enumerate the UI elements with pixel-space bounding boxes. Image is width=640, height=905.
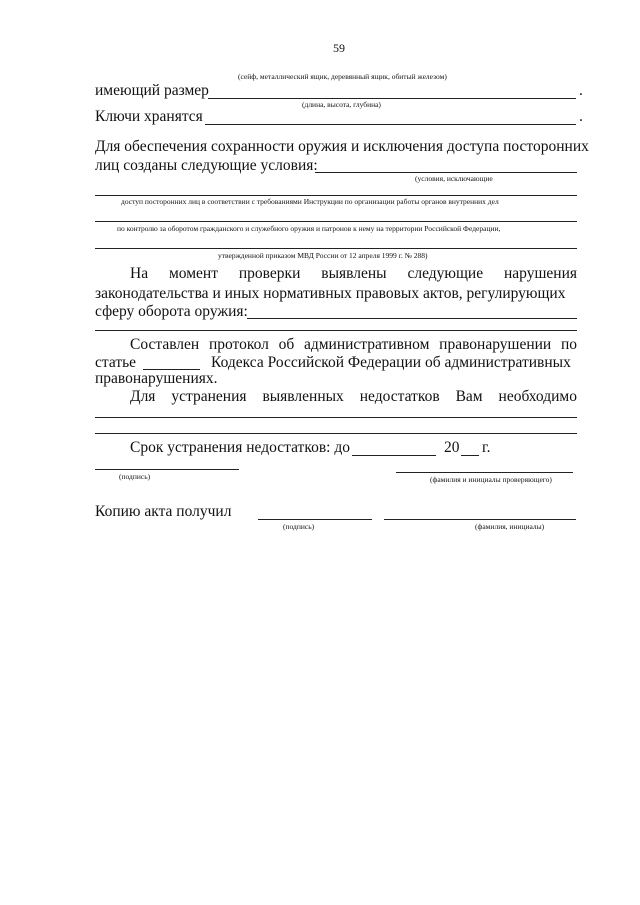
remedy-word: необходимо	[498, 388, 577, 405]
violations-word: нарушения	[503, 265, 577, 282]
conditions-caption: (условия, исключающие	[415, 174, 493, 183]
conditions-field[interactable]	[315, 172, 577, 173]
caption-access: доступ посторонних лиц в соответствии с требованиями Инструкции по организации работы органов внутренних дел	[121, 197, 499, 206]
recipient-name-field[interactable]	[384, 519, 576, 520]
conditions-field-4[interactable]	[95, 248, 577, 249]
protocol-article-label: статье	[95, 354, 137, 371]
protocol-word: Составлен	[130, 336, 200, 353]
protocol-word: протокол	[208, 336, 269, 353]
page-number: 59	[333, 41, 345, 55]
protocol-word: по	[560, 336, 577, 353]
signature-field[interactable]	[95, 469, 239, 470]
keys-label: Ключи хранятся	[95, 108, 203, 125]
violations-line-3: сферу оборота оружия:	[95, 303, 248, 320]
violations-word: следующие	[407, 265, 484, 282]
violations-line-1	[130, 266, 577, 282]
size-field[interactable]	[208, 98, 576, 99]
remedy-field-2[interactable]	[95, 433, 577, 434]
violations-word: проверки	[238, 265, 301, 282]
recipient-signature-caption: (подпись)	[283, 522, 315, 531]
deadline-year-field[interactable]	[461, 455, 479, 456]
remedy-word: Для	[130, 388, 156, 405]
recipient-signature-field[interactable]	[258, 519, 372, 520]
deadline-year-suffix: г.	[482, 439, 491, 456]
conditions-line-1: Для обеспечения сохранности оружия и исключения доступа посторонних	[95, 138, 589, 155]
deadline-year-prefix: 20	[444, 439, 460, 456]
violations-word: момент	[168, 265, 218, 282]
deadline-date-field[interactable]	[352, 455, 436, 456]
protocol-line-3: правонарушениях.	[95, 370, 218, 387]
protocol-word: об	[278, 336, 295, 353]
caption-order: утвержденной приказом МВД России от 12 апреля 1999 г. № 288)	[218, 251, 428, 260]
protocol-code: Кодекса Российской Федерации об административных	[211, 354, 571, 371]
protocol-line-1	[130, 337, 577, 353]
remedy-field[interactable]	[95, 417, 577, 418]
keys-end: .	[579, 108, 583, 125]
storage-types-caption: (сейф, металлический ящик, деревянный ящик, обитый железом)	[238, 72, 447, 81]
remedy-line-1	[130, 389, 577, 405]
size-end: .	[579, 82, 583, 99]
conditions-line-2: лиц созданы следующие условия:	[95, 157, 318, 174]
violations-field[interactable]	[247, 318, 577, 319]
size-caption: (длина, высота, глубина)	[302, 100, 381, 109]
protocol-word: административном	[303, 336, 430, 353]
inspector-name-field[interactable]	[396, 472, 573, 473]
deadline-label: Срок устранения недостатков: до	[130, 439, 350, 456]
remedy-word: Вам	[455, 388, 483, 405]
signature-caption: (подпись)	[119, 472, 151, 481]
copy-received-label: Копию акта получил	[95, 503, 232, 520]
violations-word: На	[130, 265, 149, 282]
conditions-field-2[interactable]	[95, 195, 577, 196]
violations-word: выявлены	[321, 265, 387, 282]
violations-line-2: законодательства и иных нормативных правовых актов, регулирующих	[95, 285, 566, 302]
violations-field-2[interactable]	[95, 330, 577, 331]
size-label: имеющий размер	[95, 82, 209, 99]
remedy-word: недостатков	[359, 388, 440, 405]
conditions-field-3[interactable]	[95, 221, 577, 222]
remedy-word: устранения	[171, 388, 247, 405]
protocol-word: правонарушении	[439, 336, 552, 353]
caption-control: по контролю за оборотом гражданского и служебного оружия и патронов к нему на территории Российской Федерации,	[117, 224, 501, 233]
remedy-word: выявленных	[262, 388, 344, 405]
recipient-name-caption: (фамилия, инициалы)	[475, 522, 545, 531]
keys-field[interactable]	[205, 124, 576, 125]
inspector-caption: (фамилия и инициалы проверяющего)	[430, 475, 552, 484]
